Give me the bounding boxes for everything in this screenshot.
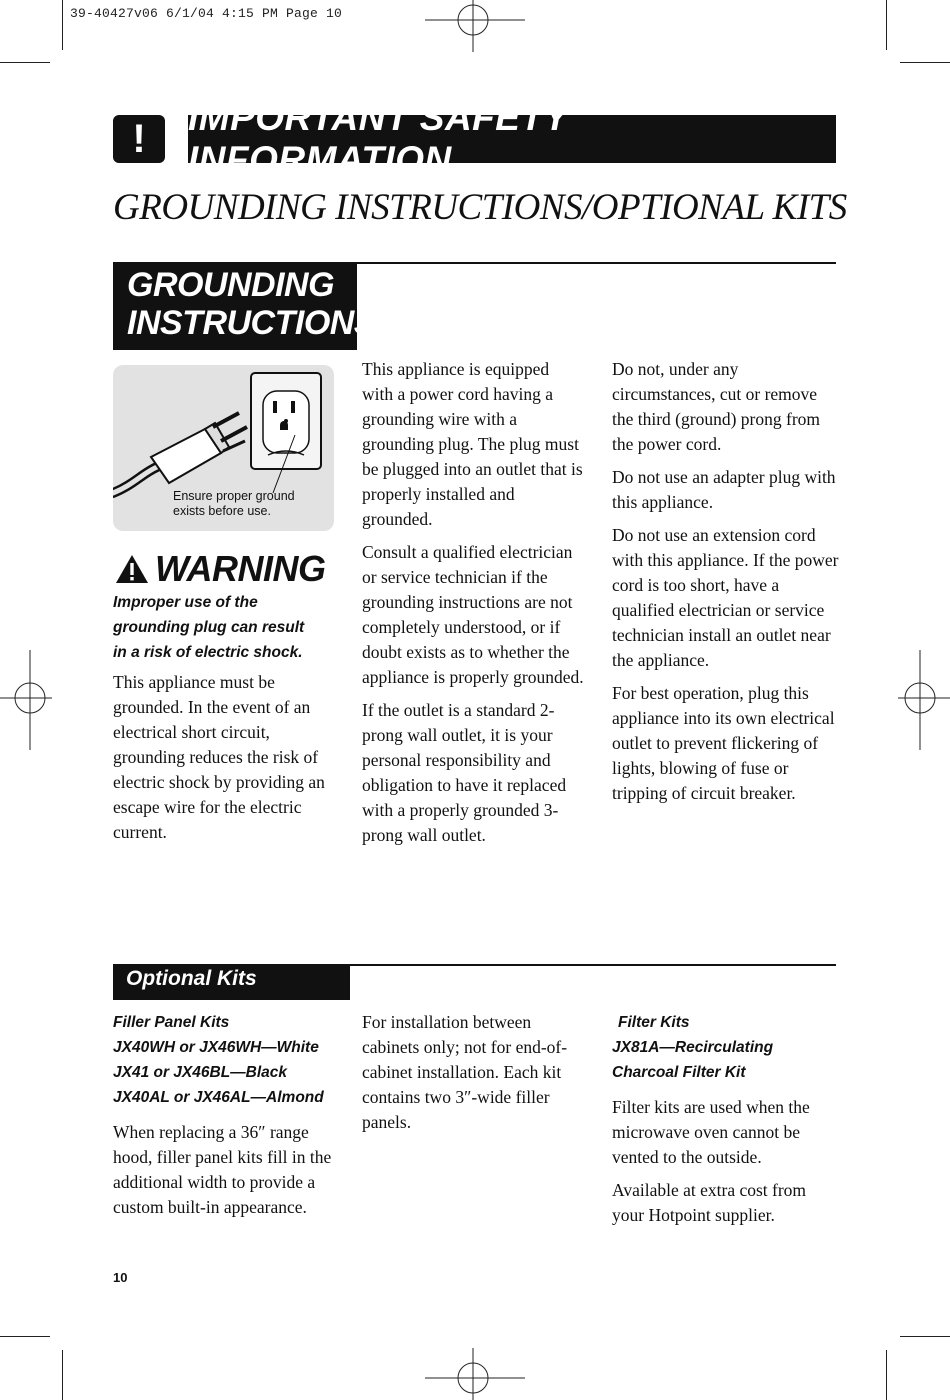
illustration-caption-line2: exists before use.	[173, 504, 271, 518]
grounding-column-2	[362, 357, 584, 856]
paragraph: Filter kits are used when the microwave oven cannot be vented to the outside.	[612, 1097, 810, 1167]
paragraph: Available at extra cost from your Hotpoint supplier.	[612, 1180, 807, 1225]
paragraph: Do not, under any circumstances, cut or remove the third (ground) prong from the power cord.	[612, 359, 821, 454]
filler-panel-kits-column	[113, 1010, 345, 1220]
warning-triangle-icon	[115, 554, 149, 584]
paragraph: This appliance is equipped with a power cord having a grounding wire with a grounding plug. The plug must be plugged into an outlet that is properly installed and grounded.	[362, 359, 583, 529]
illustration-caption	[173, 489, 295, 519]
warning-line: grounding plug can result	[113, 619, 305, 636]
warning-line: Improper use of the	[113, 594, 258, 611]
grounding-heading-line2: INSTRUCTIONS	[127, 304, 376, 342]
crop-mark-tr-v	[886, 0, 887, 50]
grounded-plug-illustration	[113, 365, 334, 531]
crop-mark-tl-h	[0, 62, 50, 63]
registration-mark-right	[898, 650, 950, 750]
grounding-column-1	[113, 670, 325, 853]
paragraph: Do not use an extension cord with this appliance. If the power cord is too short, have a qualified electrician or service technician install an outlet near the appliance.	[612, 525, 839, 670]
registration-mark-left	[0, 650, 52, 750]
page-number: 10	[113, 1270, 128, 1285]
kit-model-line: JX40AL or JX46AL—Almond	[113, 1089, 324, 1106]
safety-banner: IMPORTANT SAFETY INFORMATION	[188, 115, 836, 163]
print-slug-line: 39-40427v06 6/1/04 4:15 PM Page 10	[70, 6, 343, 21]
installation-note-column	[362, 1010, 587, 1143]
kit-model-line: JX40WH or JX46WH—White	[113, 1039, 319, 1056]
kit-model-line: Charcoal Filter Kit	[612, 1064, 746, 1081]
illustration-caption-line1: Ensure proper ground	[173, 489, 295, 503]
grounding-heading-line1: GROUNDING	[127, 266, 335, 304]
crop-mark-br-v	[886, 1350, 887, 1400]
warning-subtext	[113, 590, 333, 665]
optional-kits-heading: Optional Kits	[113, 964, 350, 1000]
filter-kits-text	[612, 1095, 842, 1228]
crop-mark-br-h	[900, 1336, 950, 1337]
grounding-section-heading	[113, 262, 376, 350]
paragraph: For installation between cabinets only; not for end-of-cabinet installation. Each kit contains two 3″-wide filler panels.	[362, 1012, 568, 1132]
paragraph: For best operation, plug this appliance into its own electrical outlet to prevent flickering of lights, blowing of fuse or tripping of circuit breaker.	[612, 683, 835, 803]
paragraph: Consult a qualified electrician or service technician if the grounding instructions are not completely understood, or if doubt exists as to whether the appliance is properly grounded.	[362, 542, 584, 687]
paragraph: If the outlet is a standard 2-prong wall outlet, it is your personal responsibility and obligation to have it replaced with a properly grounded 3-prong wall outlet.	[362, 700, 567, 845]
crop-mark-tr-h	[900, 62, 950, 63]
page-title: GROUNDING INSTRUCTIONS/OPTIONAL KITS	[113, 187, 847, 228]
paragraph: This appliance must be grounded. In the event of an electrical short circuit, grounding reduces the risk of electric shock by providing an escape wire for the electric current.	[113, 672, 325, 842]
crop-mark-bl-v	[62, 1350, 63, 1400]
kit-model-line: JX81A—Recirculating	[612, 1039, 774, 1056]
crop-mark-bl-h	[0, 1336, 50, 1337]
registration-mark-top	[425, 0, 525, 52]
grounding-column-3	[612, 357, 842, 814]
kit-model-line: JX41 or JX46BL—Black	[113, 1064, 288, 1081]
warning-heading	[115, 548, 326, 590]
warning-word: WARNING	[155, 548, 326, 589]
paragraph: Do not use an adapter plug with this appliance.	[612, 467, 836, 512]
paragraph: When replacing a 36″ range hood, filler panel kits fill in the additional width to provide a custom built-in appearance.	[113, 1122, 332, 1217]
warning-line: in a risk of electric shock.	[113, 644, 303, 661]
filter-kits-column	[612, 1010, 842, 1236]
exclamation-icon	[113, 115, 165, 163]
kit-heading: Filler Panel Kits	[113, 1014, 230, 1031]
registration-mark-bottom	[425, 1348, 525, 1400]
crop-mark-tl-v	[62, 0, 63, 50]
exclamation-glyph: !	[132, 117, 146, 161]
kit-heading: Filter Kits	[618, 1014, 690, 1031]
